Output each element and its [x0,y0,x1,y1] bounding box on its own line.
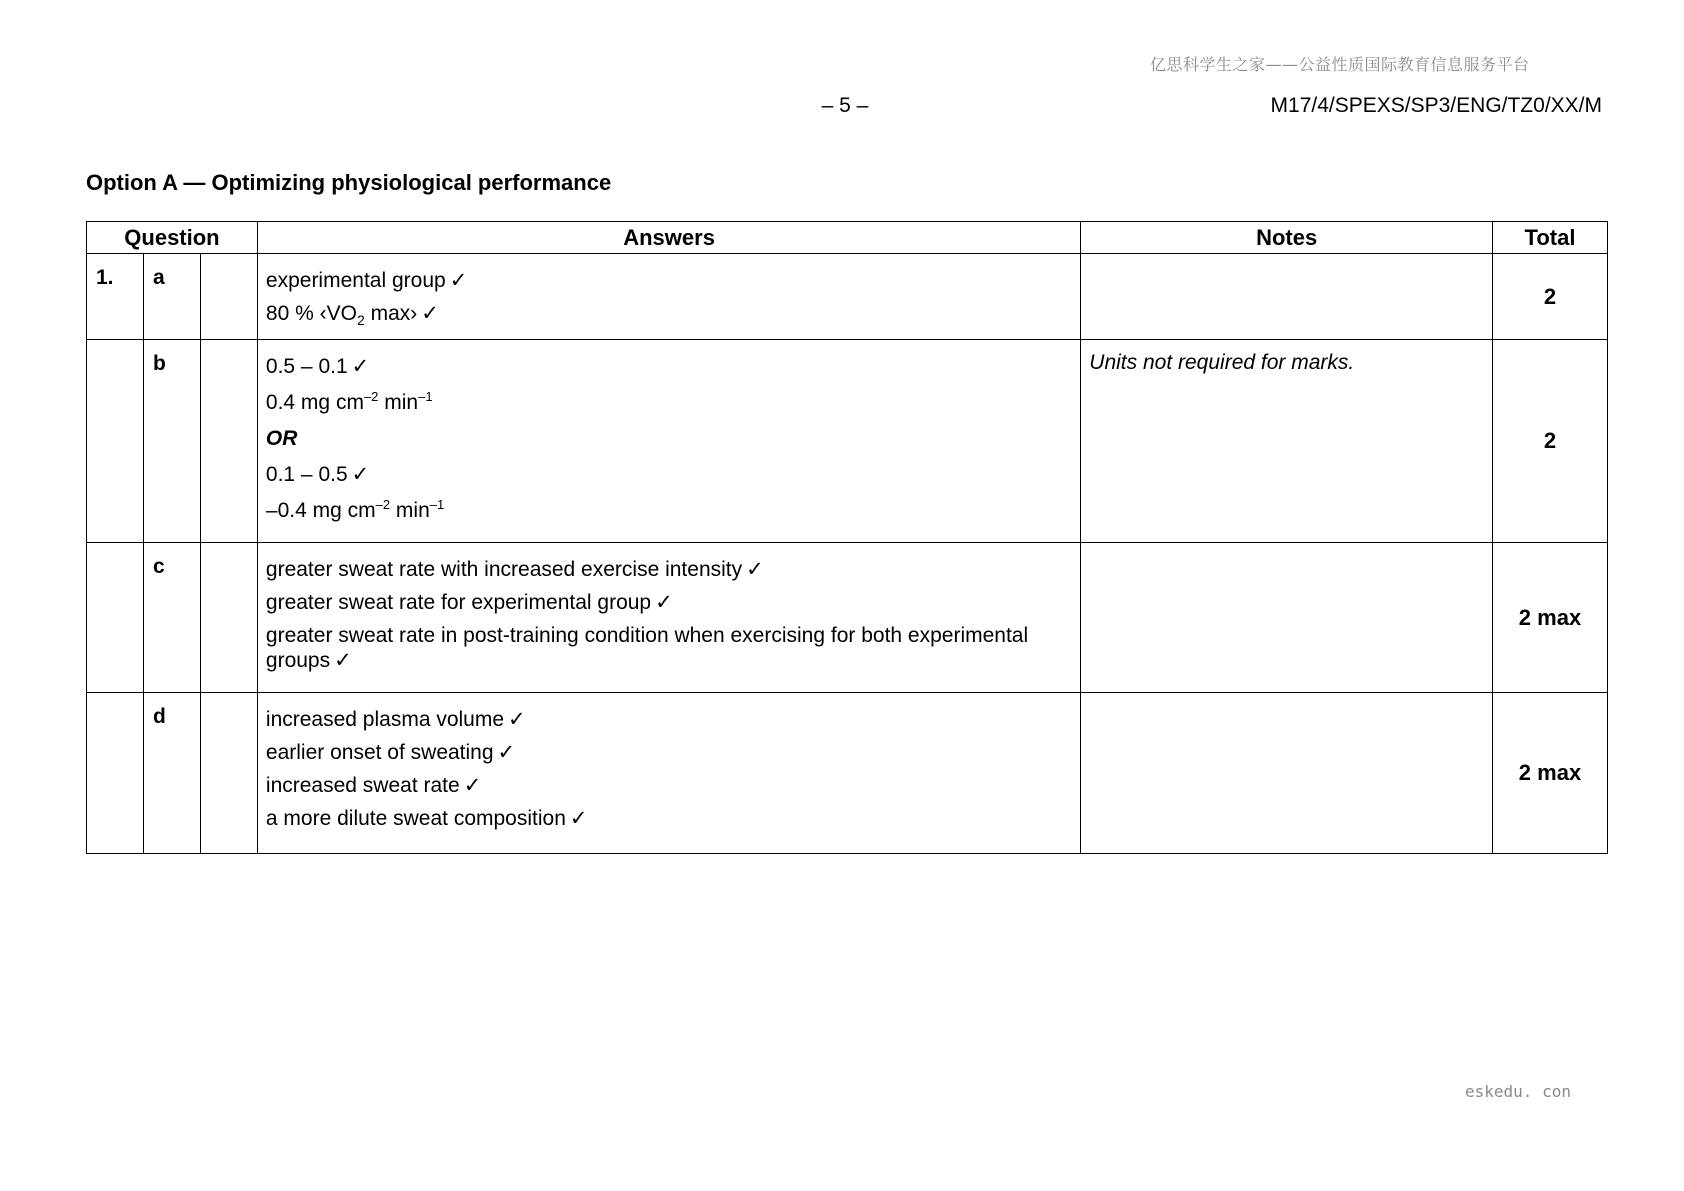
question-part-a: a [143,254,200,340]
table-row-1d [87,693,1608,854]
question-subpart [200,254,257,340]
header-total: Total [1493,222,1608,254]
total-cell-c: 2 max [1493,543,1608,693]
tick-icon: ✓ [508,708,526,731]
answer-line: 80 % $‹VO_2$ max› ✓ [265,302,439,329]
question-number: 1. [87,254,144,340]
tick-icon: ✓ [351,355,370,378]
tick-icon: ✓ [497,741,516,764]
question-subpart [200,693,257,854]
section-title: Option A — Optimizing physiological performance [86,170,612,195]
question-number-empty [87,340,144,543]
question-subpart [200,543,257,693]
tick-icon: ✓ [351,463,370,486]
header-answers: Answers [257,222,1080,254]
question-part-d: d [143,693,200,854]
question-part-b: b [143,340,200,543]
header-notes: Notes [1081,222,1493,254]
answer-line: greater sweat rate with increased exercise intensity ✓ [265,558,764,581]
answer-line: –0.4 mg $cm^{-2}$ $\min^{-1}$ [265,497,445,522]
notes-cell-d [1081,693,1493,854]
question-number-empty [87,543,144,693]
document-code: M17/4/SPEXS/SP3/ENG/TZ0/XX/M [1270,94,1602,117]
answer-line: increased plasma volume ✓ [265,708,526,731]
answer-line: 0.1 – 0.5 ✓ [265,463,370,486]
total-cell-a: 2 [1493,254,1608,340]
header-question: Question [87,222,258,254]
table-row-1a [87,254,1608,340]
total-cell-b: 2 [1493,340,1608,543]
tick-icon: ✓ [746,558,764,581]
tick-icon: ✓ [334,649,352,672]
markscheme-table [86,221,1608,854]
header-watermark: 亿思科学生之家——公益性质国际教育信息服务平台 [1150,55,1530,74]
tick-icon: ✓ [421,302,439,325]
notes-cell-a [1081,254,1493,340]
answer-line: experimental group ✓ [265,269,468,292]
table-row-1b [87,340,1608,543]
footer-watermark: eskedu. con [1465,1082,1571,1101]
question-number-empty [87,693,144,854]
answer-line: 0.4 mg $cm^{-2}$ $\min^{-1}$ [265,389,433,414]
question-part-c: c [143,543,200,693]
answers-cell-d [257,693,1080,854]
answer-line: increased sweat rate ✓ [265,774,482,797]
tick-icon: ✓ [449,269,468,292]
answers-cell-b [257,340,1080,543]
answer-line: earlier onset of sweating ✓ [265,741,516,764]
notes-cell-b: Units not required for marks. [1081,340,1493,543]
tick-icon: ✓ [655,591,673,614]
question-subpart [200,340,257,543]
tick-icon: ✓ [569,807,588,830]
table-row-1c [87,543,1608,693]
table-header-row [87,222,1608,254]
answer-line: a more dilute sweat composition ✓ [265,807,588,830]
answers-cell-a [257,254,1080,340]
page-number: – 5 – [821,94,869,117]
answers-cell-c [257,543,1080,693]
answer-line: 0.5 – 0.1 ✓ [265,355,370,378]
answer-line: greater sweat rate in post-training condition when exercising for both experimental groups ✓ [265,624,1029,672]
answer-line: greater sweat rate for experimental group ✓ [265,591,673,614]
answer-or: OR [265,427,298,450]
notes-cell-c [1081,543,1493,693]
total-cell-d: 2 max [1493,693,1608,854]
tick-icon: ✓ [463,774,482,797]
